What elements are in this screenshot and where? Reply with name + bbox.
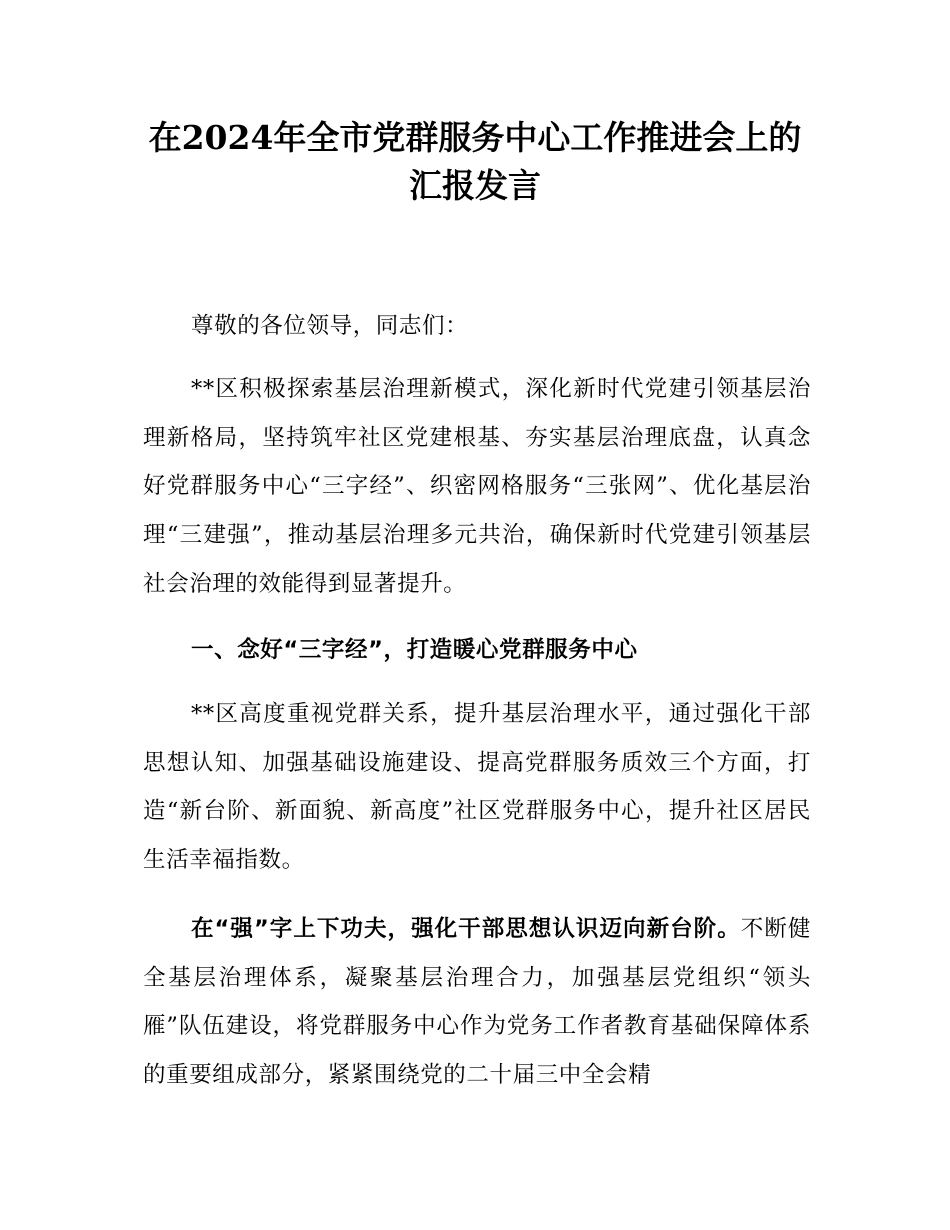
document-title-line-1: 在2024年全市党群服务中心工作推进会上的 <box>148 118 802 157</box>
paragraph-strong-point <box>143 905 811 1100</box>
paragraph-intro: **区积极探索基层治理新模式，深化新时代党建引领基层治理新格局，坚持筑牢社区党建根基、夯实基层治理底盘，认真念好党群服务中心“三字经”、织密网格服务“三张网”、优化基层治理“三建强”，推动基层治理多元共治，确保新时代党建引领基层社会治理的效能得到显著提升。 <box>143 376 811 597</box>
paragraph-section-1: **区高度重视党群关系，提升基层治理水平，通过强化干部思想认知、加强基础设施建设、提高党群服务质效三个方面，打造“新台阶、新面貌、新高度”社区党群服务中心，提升社区居民生活幸福指数。 <box>143 701 811 874</box>
document-title-line-2: 汇报发言 <box>409 166 541 205</box>
salutation: 尊敬的各位领导，同志们： <box>191 313 469 339</box>
paragraph-body-text: 不断健全基层治理体系，凝聚基层治理合力，加强基层党组织“领头雁”队伍建设，将党群服务中心作为党务工作者教育基础保障体系的重要组成部分，紧紧围绕党的二十届三中全会精 <box>143 916 811 1089</box>
section-heading-1: 一、念好“三字经”，打造暖心党群服务中心 <box>191 637 638 663</box>
paragraph-lead-sentence: 在“强”字上下功夫，强化干部思想认识迈向新台阶。 <box>191 916 741 942</box>
